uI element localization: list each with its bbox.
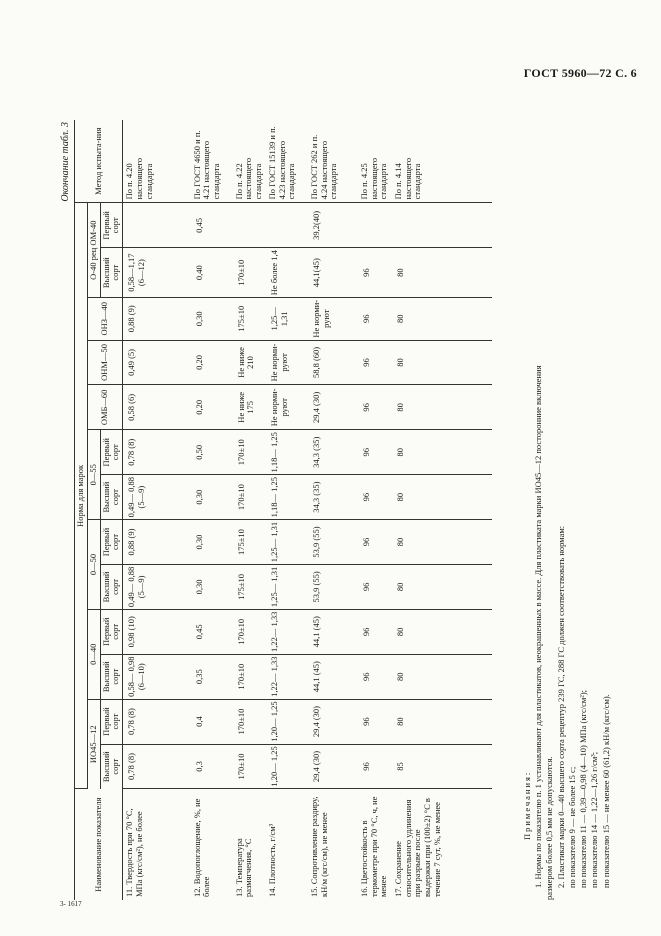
value-cell: 0,78 (8) (123, 699, 191, 744)
value-cell: 80 (392, 385, 492, 430)
value-cell: 170±10 (233, 609, 266, 654)
value-cell: 96 (358, 297, 392, 340)
value-cell: 96 (358, 430, 392, 475)
value-cell: 0,3 (191, 744, 233, 789)
value-cell: 96 (358, 340, 392, 385)
value-cell (123, 203, 191, 248)
value-cell: 96 (358, 654, 392, 699)
table-row (308, 120, 358, 900)
value-cell: Не норми-руют (266, 385, 308, 430)
table-caption: Окончание табл. 3 (60, 122, 71, 202)
value-cell: 80 (392, 699, 492, 744)
group-050: 0—50 (87, 520, 100, 610)
value-cell: 0,50 (191, 430, 233, 475)
value-cell: 80 (392, 475, 492, 520)
value-cell: 1,25— 1,31 (266, 297, 308, 340)
notes (522, 120, 612, 900)
note-1: 1. Нормы по показателю п. 1 устанавливают для пластикатов, неокрашенных в массе. Для пластиката марки ИО45—12 посторонние включения (533, 365, 544, 888)
note-2: 2. Пластикат марки 0—40 высшего сорта рецептур 239 ГС, 288 ГС должен соответствовать нормам: (555, 525, 566, 888)
value-cell: Не ниже 175 (233, 385, 266, 430)
value-cell: Не ниже 210 (233, 340, 266, 385)
sub-first: Первый сорт (100, 699, 123, 744)
value-cell: 96 (358, 248, 392, 298)
header-omb60: ОМБ—60 (87, 385, 122, 430)
value-cell: 0,88 (9) (123, 297, 191, 340)
value-cell: 80 (392, 520, 492, 565)
table-row (191, 120, 233, 900)
value-cell: 175±10 (233, 297, 266, 340)
value-cell: 0,78 (8) (123, 430, 191, 475)
sub-high: Высший сорт (100, 654, 123, 699)
note-2d: по показателю 15 — не менее 60 (61,2) кН/м (кгс/см). (600, 694, 611, 888)
group-040: 0—40 (87, 609, 100, 699)
value-cell: 96 (358, 744, 392, 789)
value-cell: 0,30 (191, 520, 233, 565)
note-2c: по показателю 14 — 1,22—1,26 г/см³; (589, 751, 600, 888)
note-1-cont: размером более 0,5 мм не допускаются. (544, 756, 555, 900)
value-cell: 80 (392, 430, 492, 475)
value-cell: 170±10 (233, 430, 266, 475)
value-cell: 29,4 (30) (308, 699, 358, 744)
value-cell: 0,45 (191, 203, 233, 248)
value-cell (233, 203, 266, 248)
value-cell: 0,98 (10) (123, 609, 191, 654)
rotated-table-block (60, 120, 634, 900)
value-cell: 0,30 (191, 475, 233, 520)
table-row (233, 120, 266, 900)
page-header: ГОСТ 5960—72 С. 6 (523, 66, 637, 80)
value-cell: 0,30 (191, 297, 233, 340)
value-cell: 0,58— 0,98 (6—10) (123, 654, 191, 699)
value-cell: 0,45 (191, 609, 233, 654)
value-cell: 1,20— 1,25 (266, 744, 308, 789)
value-cell: 80 (392, 340, 492, 385)
value-cell: 170±10 (233, 248, 266, 298)
row-method: По п. 4.14 настоящего стандарта (392, 120, 492, 203)
value-cell: 80 (392, 609, 492, 654)
value-cell: 1,25— 1,31 (266, 520, 308, 565)
value-cell: 96 (358, 699, 392, 744)
row-name: 12. Водопоглощение, %, не более (191, 798, 212, 897)
value-cell: 0,88 (9) (123, 520, 191, 565)
value-cell: 0,49 (5) (123, 340, 191, 385)
row-method: По п. 4.20 настоящего стандарта (123, 120, 191, 203)
value-cell: 170±10 (233, 699, 266, 744)
row-name: 13. Температура размягчения, °С (233, 838, 254, 897)
value-cell: 0,20 (191, 340, 233, 385)
row-name: 17. Сохранение относительного удлинения при разрыве после выдержки при (100±2) °С в течение 7 сут, %, не менее (392, 798, 442, 897)
sub-first: Первый сорт (100, 520, 123, 565)
row-name: 14. Плотность, г/см³ (266, 823, 277, 897)
sub-first: Первый сорт (100, 609, 123, 654)
value-cell (266, 203, 308, 248)
value-cell: 0,4 (191, 699, 233, 744)
group-io45: ИО45—12 (87, 699, 100, 789)
row-method: По п. 4.25 настоящего стандарта (358, 120, 392, 203)
value-cell: 96 (358, 609, 392, 654)
note-2b: по показателю 11 — 0,39—0,98 (4—10) МПа (кгс/см²); (578, 689, 589, 888)
value-cell: 44,1 (45) (308, 609, 358, 654)
value-cell: 0,40 (191, 248, 233, 298)
value-cell: 0,20 (191, 385, 233, 430)
value-cell: 34,3 (35) (308, 475, 358, 520)
value-cell: Не норми-руют (266, 340, 308, 385)
value-cell: 1,22— 1,33 (266, 609, 308, 654)
table-row (358, 120, 392, 900)
value-cell: 0,78 (8) (123, 744, 191, 789)
value-cell: 170±10 (233, 744, 266, 789)
header-onm50: ОНМ—50 (87, 340, 122, 385)
value-cell: 29,4 (30) (308, 385, 358, 430)
header-norm: Норма для марок (75, 203, 88, 789)
value-cell: 0,58—1,17 (6—12) (123, 248, 191, 298)
value-cell: 53,9 (55) (308, 520, 358, 565)
value-cell: 1,18— 1,25 (266, 475, 308, 520)
value-cell: 80 (392, 654, 492, 699)
value-cell: 80 (392, 248, 492, 298)
notes-title: Примечания: (522, 770, 532, 840)
value-cell: 44,1(45) (308, 248, 358, 298)
value-cell: 80 (392, 297, 492, 340)
value-cell: 85 (392, 744, 492, 789)
value-cell: 96 (358, 564, 392, 609)
value-cell: 58,8 (60) (308, 340, 358, 385)
value-cell: 96 (358, 385, 392, 430)
footer-mark: 3- 1617 (60, 900, 82, 908)
value-cell (392, 203, 492, 248)
value-cell: 29,4 (30) (308, 744, 358, 789)
value-cell: 1,20— 1,25 (266, 699, 308, 744)
table-row (123, 120, 191, 900)
group-rec-om40: О-40 рец ОМ-40 (87, 203, 100, 298)
table-row (266, 120, 308, 900)
value-cell: 0,35 (191, 654, 233, 699)
value-cell: 1,18— 1,25 (266, 430, 308, 475)
value-cell: 0,49— 0,88 (5—9) (123, 564, 191, 609)
value-cell: 34,3 (35) (308, 430, 358, 475)
value-cell: 39,2(40) (308, 203, 358, 248)
value-cell: 1,25— 1,31 (266, 564, 308, 609)
row-name: 11. Твердость при 70 °С, МПа (кгс/см²), не более (124, 808, 144, 897)
value-cell: 53,9 (55) (308, 564, 358, 609)
value-cell: Не норми-руют (308, 297, 358, 340)
row-method: По ГОСТ 262 и п. 4.24 настоящего стандарта (308, 120, 358, 203)
sub-high: Высший сорт (100, 248, 123, 298)
table-row (392, 120, 492, 900)
properties-table (74, 120, 492, 900)
value-cell: 0,49— 0,88 (5—9) (123, 475, 191, 520)
value-cell: 175±10 (233, 564, 266, 609)
header-onz40: ОНЗ—40 (87, 297, 122, 340)
value-cell: 44,1 (45) (308, 654, 358, 699)
value-cell: Не более 1,4 (266, 248, 308, 298)
value-cell: 1,22— 1,33 (266, 654, 308, 699)
sub-first: Первый сорт (100, 430, 123, 475)
value-cell: 175±10 (233, 520, 266, 565)
row-name: 15. Сопротивление раздиру, кН/м (кгс/см), не менее (308, 796, 329, 897)
value-cell (358, 203, 392, 248)
value-cell: 170±10 (233, 475, 266, 520)
sub-high: Высший сорт (100, 744, 123, 789)
group-055: 0—55 (87, 430, 100, 520)
row-method: По ГОСТ 4650 и п. 4.21 настоящего стандарта (191, 120, 233, 203)
sub-first: Первый сорт (100, 203, 123, 248)
note-2a: по показателю 9 — не более 15 с; (566, 766, 577, 888)
row-name: 16. Цветостойкость в термометре при 70 °С, ч, не менее (358, 796, 389, 897)
value-cell: 0,58 (6) (123, 385, 191, 430)
value-cell: 80 (392, 564, 492, 609)
row-method: По ГОСТ 15139 и п. 4.23 настоящего стандарта (266, 120, 308, 203)
row-method: По п. 4.22 настоящего стандарта (233, 120, 266, 203)
value-cell: 96 (358, 520, 392, 565)
sub-high: Высший сорт (100, 475, 123, 520)
value-cell: 0,30 (191, 564, 233, 609)
value-cell: 96 (358, 475, 392, 520)
header-name: Наименование показателя (75, 789, 123, 900)
value-cell: 170±10 (233, 654, 266, 699)
header-method: Метод испыта-ния (75, 120, 123, 203)
sub-high: Высший сорт (100, 564, 123, 609)
